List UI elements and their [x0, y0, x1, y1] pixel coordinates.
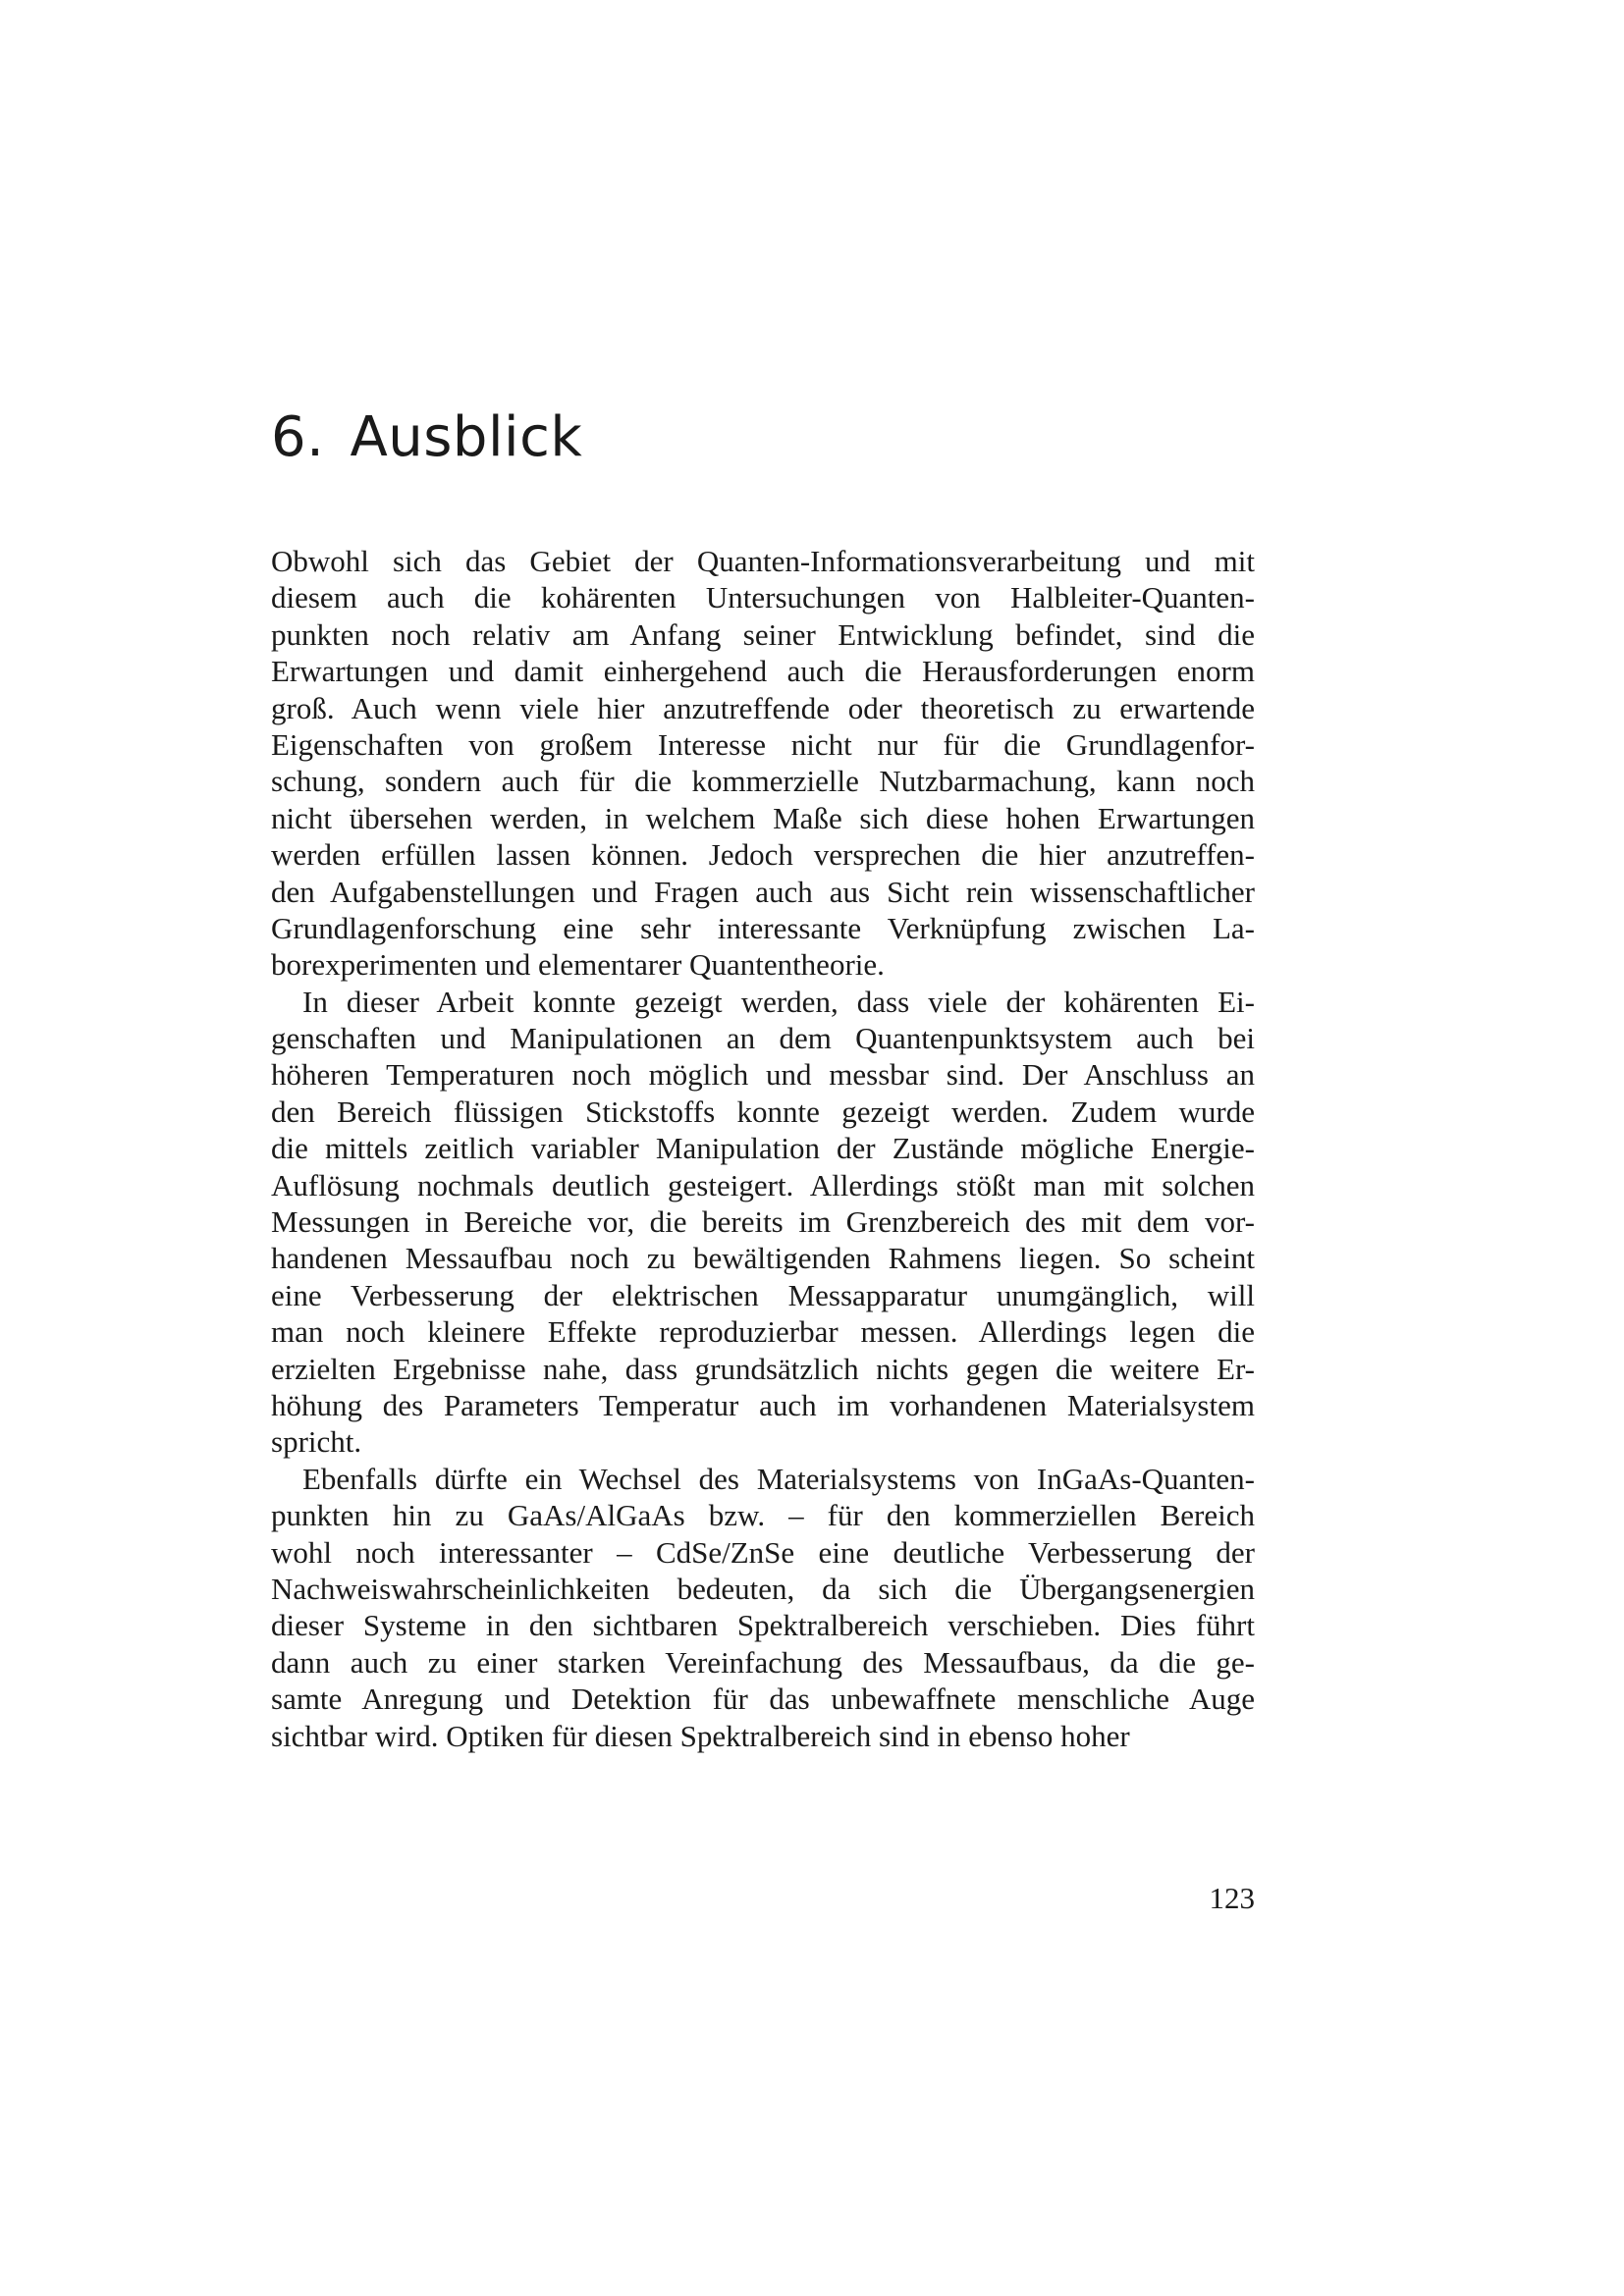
text-line: borexperimenten und elementarer Quantentheorie. — [271, 947, 885, 983]
page-number: 123 — [1209, 1881, 1255, 1915]
text-line: dieser Systeme in den sichtbaren Spektralbereich verschieben. Dies führt — [271, 1608, 1255, 1643]
text-line: höhung des Parameters Temperatur auch im vorhandenen Materialsystem — [271, 1387, 1255, 1422]
text-line: eine Verbesserung der elektrischen Messapparatur unumgänglich, will — [271, 1277, 1255, 1312]
text-line: dann auch zu einer starken Vereinfachung des Messaufbaus, da die ge- — [271, 1644, 1255, 1680]
text-line: nicht übersehen werden, in welchem Maße sich diese hohen Erwartungen — [271, 800, 1255, 835]
text-line: den Bereich flüssigen Stickstoffs konnte gezeigt werden. Zudem wurde — [271, 1094, 1255, 1129]
text-line: erzielten Ergebnisse nahe, dass grundsätzlich nichts gegen die weitere Er- — [271, 1351, 1255, 1386]
paragraph-3 — [271, 1461, 1255, 1754]
text-line: höheren Temperaturen noch möglich und messbar sind. Der Anschluss an — [271, 1057, 1255, 1093]
text-line: groß. Auch wenn viele hier anzutreffende oder theoretisch zu erwartende — [271, 690, 1255, 725]
text-line: man noch kleinere Effekte reproduzierbar messen. Allerdings legen die — [271, 1314, 1255, 1350]
body-text — [271, 543, 1255, 1754]
text-line: punkten hin zu GaAs/AlGaAs bzw. – für den kommerziellen Bereich — [271, 1498, 1255, 1533]
paragraph-2 — [271, 984, 1255, 1461]
text-line: werden erfüllen lassen können. Jedoch versprechen die hier anzutreffen- — [271, 837, 1255, 873]
chapter-number: 6. — [271, 405, 325, 469]
text-line: Grundlagenforschung eine sehr interessante Verknüpfung zwischen La- — [271, 910, 1255, 945]
text-line: Eigenschaften von großem Interesse nicht nur für die Grundlagenfor- — [271, 726, 1255, 762]
text-line: diesem auch die kohärenten Untersuchungen von Halbleiter-Quanten- — [271, 580, 1255, 615]
chapter-heading — [271, 405, 583, 469]
text-line: In dieser Arbeit konnte gezeigt werden, dass viele der kohärenten Ei- — [302, 984, 1255, 1019]
text-line: samte Anregung und Detektion für das unbewaffnete menschliche Auge — [271, 1682, 1255, 1717]
text-line: Auflösung nochmals deutlich gesteigert. Allerdings stößt man mit solchen — [271, 1167, 1255, 1202]
text-line: wohl noch interessanter – CdSe/ZnSe eine deutliche Verbesserung der — [271, 1534, 1255, 1570]
text-line: spricht. — [271, 1424, 362, 1460]
text-line: Nachweiswahrscheinlichkeiten bedeuten, da sich die Übergangsenergien — [271, 1571, 1255, 1606]
text-line: schung, sondern auch für die kommerzielle Nutzbarmachung, kann noch — [271, 764, 1255, 799]
text-line: Erwartungen und damit einhergehend auch die Herausforderungen enorm — [271, 654, 1255, 689]
chapter-title: Ausblick — [350, 405, 583, 469]
text-line: sichtbar wird. Optiken für diesen Spektralbereich sind in ebenso hoher — [271, 1718, 1130, 1753]
text-line: genschaften und Manipulationen an dem Quantenpunktsystem auch bei — [271, 1021, 1255, 1056]
paragraph-1 — [271, 543, 1255, 984]
text-line: Obwohl sich das Gebiet der Quanten-Informationsverarbeitung und mit — [271, 544, 1255, 578]
text-line: die mittels zeitlich variabler Manipulation der Zustände mögliche Energie- — [271, 1131, 1255, 1166]
text-line: punkten noch relativ am Anfang seiner Entwicklung befindet, sind die — [271, 616, 1255, 652]
text-line: den Aufgabenstellungen und Fragen auch aus Sicht rein wissenschaftlicher — [271, 874, 1255, 909]
text-line: handenen Messaufbau noch zu bewältigenden Rahmens liegen. So scheint — [271, 1241, 1255, 1276]
text-line: Ebenfalls dürfte ein Wechsel des Materialsystems von InGaAs-Quanten- — [302, 1461, 1255, 1496]
text-line: Messungen in Bereiche vor, die bereits im Grenzbereich des mit dem vor- — [271, 1204, 1255, 1240]
